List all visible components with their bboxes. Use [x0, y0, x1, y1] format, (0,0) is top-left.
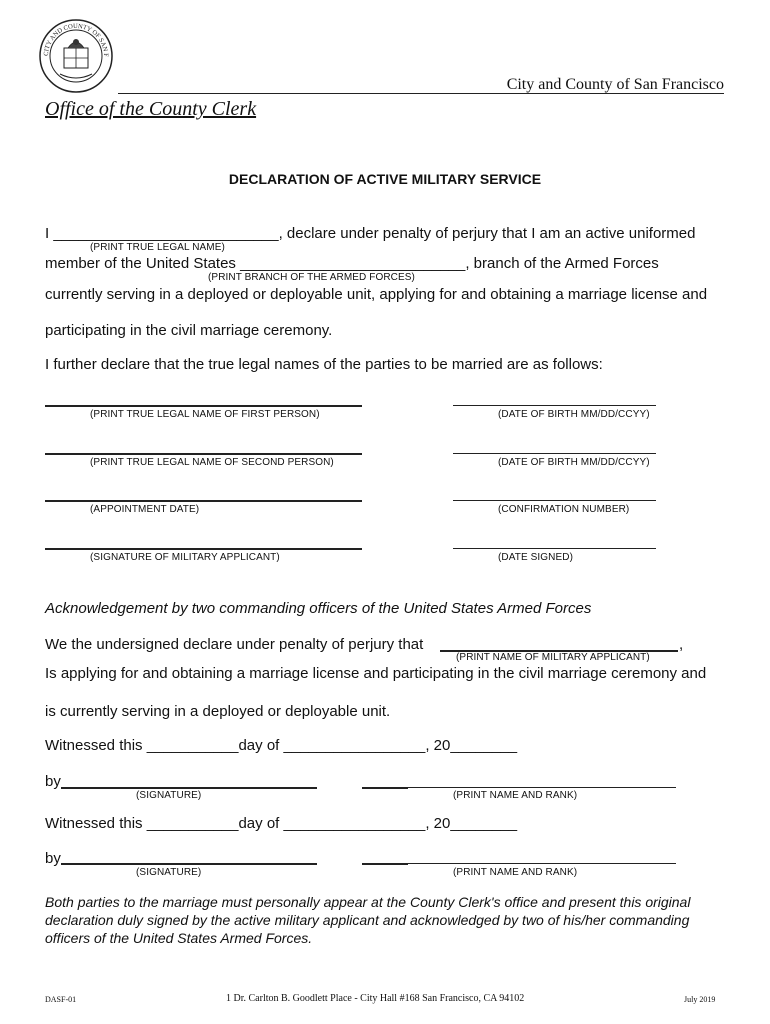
acknowledgement-line-3: is currently serving in a deployed or deployable unit. — [45, 703, 391, 720]
appointment-date-line[interactable] — [45, 500, 362, 502]
first-person-name-caption: (PRINT TRUE LEGAL NAME OF FIRST PERSON) — [90, 409, 320, 420]
second-person-name-line[interactable] — [45, 453, 362, 455]
acknowledgement-line-1: We the undersigned declare under penalty of perjury that — [45, 636, 424, 653]
first-person-dob-line[interactable] — [453, 405, 656, 406]
city-seal — [38, 18, 114, 94]
witness-2-date-line[interactable]: Witnessed this ___________day of _________________, 20________ — [45, 815, 518, 832]
second-person-dob-line[interactable] — [453, 453, 656, 454]
applicant-signature-caption: (SIGNATURE OF MILITARY APPLICANT) — [90, 552, 280, 563]
confirmation-number-line[interactable] — [453, 500, 656, 501]
city-name: City and County of San Francisco — [506, 76, 724, 93]
name-blank[interactable]: I ___________________________ — [45, 225, 279, 242]
acknowledgement-heading: Acknowledgement by two commanding officers of the United States Armed Forces — [45, 600, 592, 617]
declaration-line-3: currently serving in a deployed or deployable unit, applying for and obtaining a marriage license and — [45, 286, 708, 303]
appointment-date-caption: (APPOINTMENT DATE) — [90, 504, 200, 515]
witness-2-signature-caption: (SIGNATURE) — [136, 867, 202, 878]
witness-1-by-label: by — [45, 773, 61, 790]
revision-date: July 2019 — [684, 995, 716, 1004]
witness-1-rank-caption: (PRINT NAME AND RANK) — [453, 790, 578, 801]
date-signed-caption: (DATE SIGNED) — [498, 552, 574, 563]
second-person-name-caption: (PRINT TRUE LEGAL NAME OF SECOND PERSON) — [90, 457, 334, 468]
confirmation-number-caption: (CONFIRMATION NUMBER) — [498, 504, 630, 515]
applicant-name-caption: (PRINT NAME OF MILITARY APPLICANT) — [456, 652, 650, 663]
witness-2-rank-line[interactable] — [408, 863, 676, 864]
witness-2-by-label: by — [45, 850, 61, 867]
svg-text:CITY AND COUNTY OF SAN FRANCIS: CITY AND COUNTY OF SAN F — [42, 22, 110, 57]
second-person-dob-caption: (DATE OF BIRTH MM/DD/CCYY) — [498, 457, 650, 468]
office-address: 1 Dr. Carlton B. Goodlett Place - City Hall #168 San Francisco, CA 94102 — [226, 993, 525, 1004]
seal-icon — [38, 18, 114, 94]
date-signed-line[interactable] — [453, 548, 656, 549]
witness-1-date-line[interactable]: Witnessed this ___________day of _________________, 20________ — [45, 737, 518, 754]
branch-caption: (PRINT BRANCH OF THE ARMED FORCES) — [208, 272, 415, 283]
office-title: Office of the County Clerk — [45, 98, 257, 120]
declaration-line-1: I ___________________________, declare under penalty of perjury that I am an active uniformed — [45, 225, 696, 242]
declaration-line-5: I further declare that the true legal names of the parties to be married are as follows: — [45, 356, 603, 373]
witness-1-signature-caption: (SIGNATURE) — [136, 790, 202, 801]
first-person-name-line[interactable] — [45, 405, 362, 407]
first-person-dob-caption: (DATE OF BIRTH MM/DD/CCYY) — [498, 409, 650, 420]
witness-2-signature-line[interactable] — [61, 863, 317, 865]
declaration-line-4: participating in the civil marriage ceremony. — [45, 322, 333, 339]
witness-2-rank-caption: (PRINT NAME AND RANK) — [453, 867, 578, 878]
applicant-signature-line[interactable] — [45, 548, 362, 550]
witness-1-rank-short-line — [362, 787, 408, 789]
form-id: DASF-01 — [45, 995, 77, 1004]
appearance-notice: Both parties to the marriage must personally appear at the County Clerk's office and present this original declaration duly signed by the active military applicant and acknowledged by two of his/her commanding officers of the United States Armed Forces. — [45, 894, 691, 946]
witness-1-rank-line[interactable] — [408, 787, 676, 788]
acknowledgement-line-2: Is applying for and obtaining a marriage license and participating in the civil marriage ceremony and — [45, 665, 707, 682]
witness-2-rank-short-line — [362, 863, 408, 865]
document-title: DECLARATION OF ACTIVE MILITARY SERVICE — [228, 171, 542, 187]
name-caption: (PRINT TRUE LEGAL NAME) — [90, 242, 225, 253]
applicant-name-comma: , — [679, 636, 684, 653]
declaration-line-2[interactable]: member of the United States ___________________________, branch of the Armed Forces — [45, 255, 659, 272]
witness-1-signature-line[interactable] — [61, 787, 317, 789]
